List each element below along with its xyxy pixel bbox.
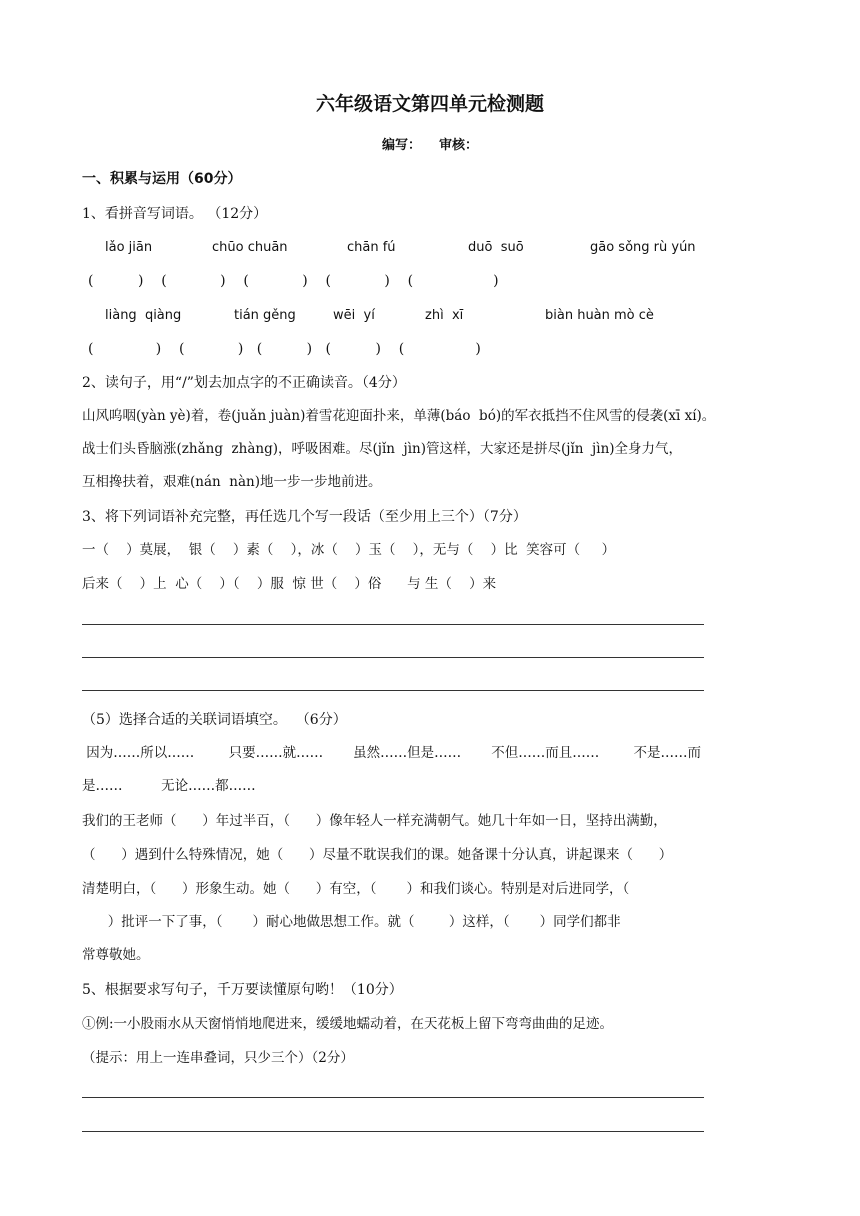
- passage-line: 清楚明白，（ ）形象生动。她（ ）有空，（ ）和我们谈心。特别是对后进同学，（: [82, 881, 630, 897]
- question-1-prompt: 1、看拼音写词语。 （12分）: [82, 206, 268, 222]
- pinyin-item: wēi yí: [333, 308, 375, 323]
- question-2-sentence: 互相搀扶着，艰难(nán nàn)地一步一步地前进。: [82, 474, 382, 490]
- example-sentence: ①例:一小股雨水从天窗悄悄地爬进来，缓缓地蠕动着，在天花板上留下弯弯曲曲的足迹。: [82, 1016, 614, 1032]
- pinyin-item: zhì xī: [425, 308, 464, 323]
- answer-line: [82, 1131, 704, 1132]
- answer-line: [82, 624, 704, 625]
- pinyin-item: chān fú: [347, 240, 396, 255]
- pinyin-item: liàng qiàng: [105, 308, 182, 323]
- idiom-fill-line: 后来（ ）上 心（ ）（ ）服 惊 世（ ）俗 与 生（ ）来: [82, 576, 497, 592]
- passage-line: 常尊敬她。: [82, 947, 150, 963]
- passage-line: ）批评一下了事，（ ）耐心地做思想工作。就（ ）这样，（ ）同学们都非: [82, 914, 621, 930]
- author-line: 编写： 审核：: [381, 138, 479, 153]
- question-2-sentence: 山风呜咽(yàn yè)着，卷(juǎn juàn)着雪花迎面扑来，单薄(báo bó)的军衣抵挡不住风雪的侵袭(xī xí)。: [82, 408, 716, 424]
- question-5-prompt: 5、根据要求写句子，千万要读懂原句哟！（10分）: [82, 982, 403, 998]
- conjunction-options: 是…… 无论……都……: [82, 778, 256, 794]
- answer-brackets-row: ( ) ( ) ( ) ( ) ( ): [88, 341, 481, 357]
- section-heading: 一、积累与运用（60分）: [82, 171, 242, 187]
- question-conjunction-prompt: （5）选择合适的关联词语填空。 （6分）: [82, 712, 347, 728]
- page-title: 六年级语文第四单元检测题: [315, 93, 544, 115]
- pinyin-item: gāo sǒng rù yún: [590, 240, 696, 255]
- pinyin-item: chūo chuān: [212, 240, 288, 255]
- answer-line: [82, 657, 704, 658]
- hint-text: （提示：用上一连串叠词，只少三个）（2分）: [82, 1050, 354, 1066]
- passage-line: （ ）遇到什么特殊情况，她（ ）尽量不耽误我们的课。她备课十分认真，讲起课来（ ）: [82, 847, 673, 863]
- pinyin-item: tián gěng: [234, 308, 296, 323]
- answer-line: [82, 1097, 704, 1098]
- question-2-sentence: 战士们头昏脑涨(zhǎng zhàng)，呼吸困难。尽(jǐn jìn)管这样，大家还是拼尽(jǐn jìn)全身力气，: [82, 441, 683, 457]
- question-2-prompt: 2、读句子，用“/”划去加点字的不正确读音。（4分）: [82, 375, 406, 391]
- pinyin-item: duō suō: [468, 240, 524, 255]
- idiom-fill-line: 一（ ）莫展， 银（ ）素（ ），冰（ ）玉（ ），无与（ ）比 笑容可（ ）: [82, 542, 616, 558]
- conjunction-options: 因为……所以…… 只要……就…… 虽然……但是…… 不但……而且…… 不是……而: [82, 745, 702, 761]
- answer-line: [82, 690, 704, 691]
- question-3-prompt: 3、将下列词语补充完整，再任选几个写一段话（至少用上三个）（7分）: [82, 509, 527, 525]
- pinyin-item: biàn huàn mò cè: [545, 308, 654, 323]
- passage-line: 我们的王老师（ ）年过半百，（ ）像年轻人一样充满朝气。她几十年如一日，坚持出满勤，: [82, 813, 667, 829]
- pinyin-item: lǎo jiān: [105, 240, 153, 255]
- answer-brackets-row: ( ) ( ) ( ) ( ) ( ): [88, 273, 499, 289]
